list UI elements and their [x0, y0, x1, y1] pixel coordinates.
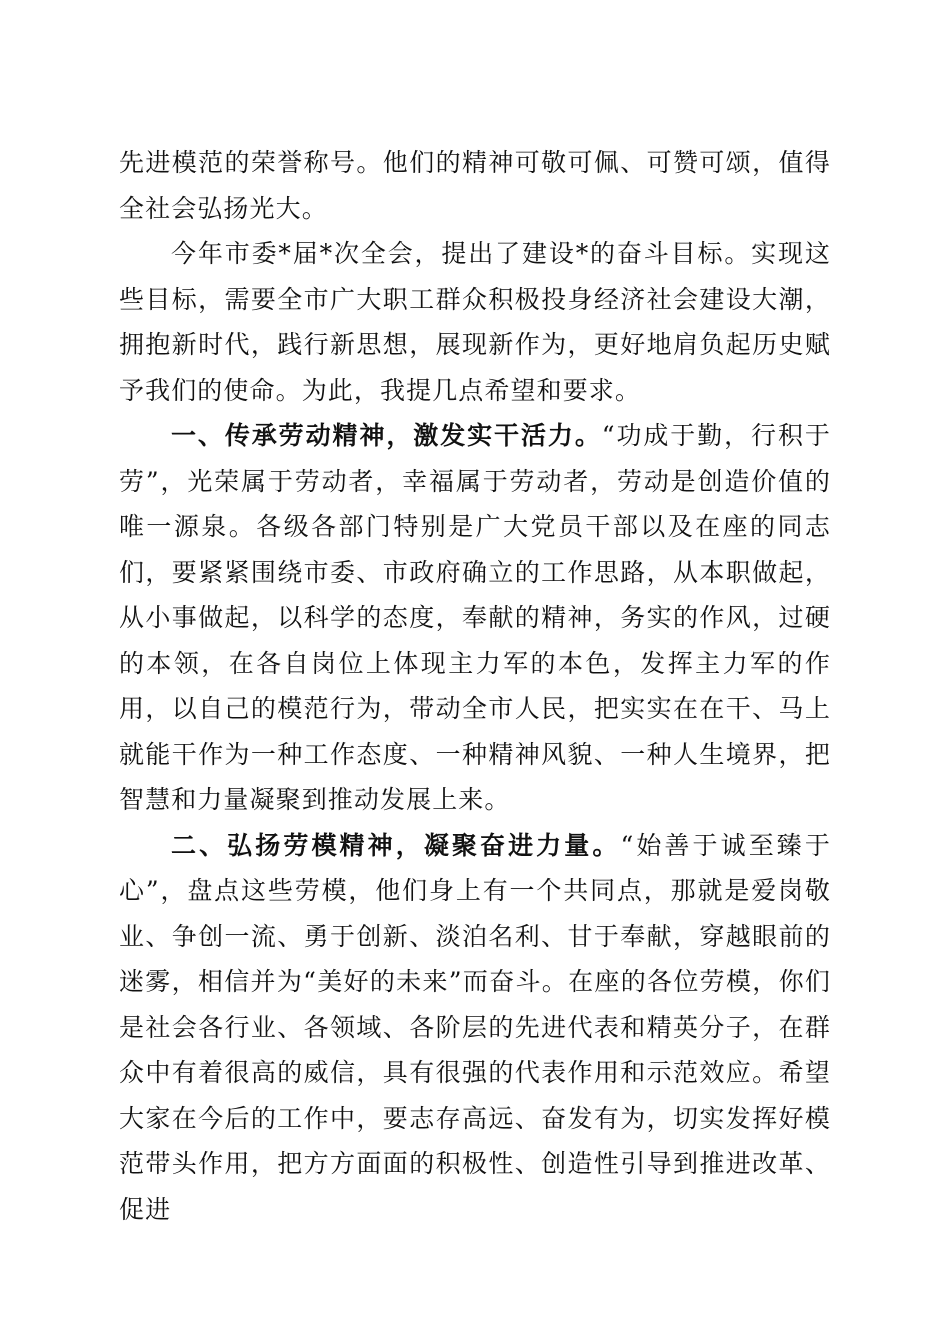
paragraph-labor-spirit: [119, 413, 831, 823]
paragraph-model-worker-spirit: [119, 823, 831, 1233]
document-body: [119, 140, 831, 1232]
paragraph-text: 先进模范的荣誉称号。他们的精神可敬可佩、可赞可颂，值得全社会弘扬光大。: [119, 148, 831, 223]
paragraph-text: 今年市委*届*次全会，提出了建设*的奋斗目标。实现这些目标，需要全市广大职工群众积极投身经济社会建设大潮，拥抱新时代，践行新思想，展现新作为，更好地肩负起历史赋予我们的使命。为此，我提几点希望和要求。: [119, 239, 831, 405]
section-heading-2: 二、弘扬劳模精神，凝聚奋进力量。: [171, 830, 621, 860]
paragraph-text: “功成于勤，行积于劳”，光荣属于劳动者，幸福属于劳动者，劳动是创造价值的唯一源泉。各级各部门特别是广大党员干部以及在座的同志们，要紧紧围绕市委、市政府确立的工作思路，从本职做起，从小事做起，以科学的态度，奉献的精神，务实的作风，过硬的本领，在各自岗位上体现主力军的本色，发挥主力军的作用，以自己的模范行为，带动全市人民，把实实在在干、马上就能干作为一种工作态度、一种精神风貌、一种人生境界，把智慧和力量凝聚到推动发展上来。: [119, 421, 831, 814]
paragraph-text: “始善于诚至臻于心”，盘点这些劳模，他们身上有一个共同点，那就是爱岗敬业、争创一流、勇于创新、淡泊名利、甘于奉献，穿越眼前的迷雾，相信并为“美好的未来”而奋斗。在座的各位劳模，你们是社会各行业、各领域、各阶层的先进代表和精英分子，在群众中有着很高的威信，具有很强的代表作用和示范效应。希望大家在今后的工作中，要志存高远、奋发有为，切实发挥好模范带头作用，把方方面面的积极性、创造性引导到推进改革、促进: [119, 830, 831, 1224]
paragraph-goals: [119, 231, 831, 413]
paragraph-continuation: [119, 140, 831, 231]
section-heading-1: 一、传承劳动精神，激发实干活力。: [171, 421, 602, 450]
